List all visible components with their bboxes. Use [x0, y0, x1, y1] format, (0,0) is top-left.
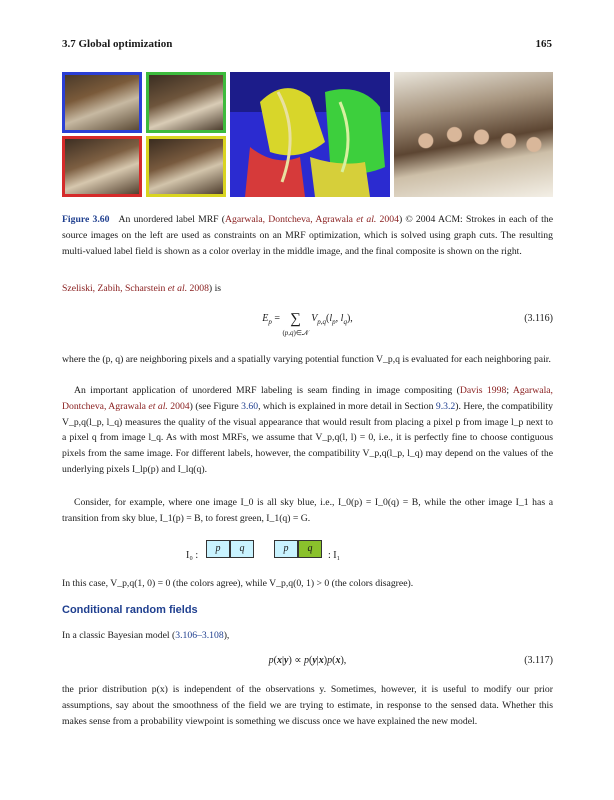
section-heading: Conditional random fields — [62, 604, 198, 616]
paragraph-intro: Szeliski, Zabih, Scharstein et al. 2008) is — [62, 283, 222, 294]
equation-3-116: $E_p$ = ∑ (p,q)∈𝒩 $V_{p,q}(l_p$, $l_q$), (3.116) — [262, 311, 553, 337]
right-image-label: : I₁ — [328, 550, 341, 561]
equation-reference-link[interactable]: 3.106–3.108 — [175, 630, 224, 641]
source-image-4 — [146, 136, 226, 197]
citation-link[interactable]: Agarwala, Dontcheva, Agrawala et al. 2004 — [62, 385, 553, 412]
composite-image — [394, 72, 553, 197]
pixel-box-q-right: q — [298, 540, 322, 558]
source-image-3 — [62, 136, 142, 197]
pixel-box-p-left: p — [206, 540, 230, 558]
pixel-box-p-right: p — [274, 540, 298, 558]
pixel-box-q-left: q — [230, 540, 254, 558]
source-image-2 — [146, 72, 226, 133]
figure-reference-link[interactable]: 3.60 — [241, 400, 259, 412]
citation-link[interactable]: Davis 1998 — [459, 385, 507, 396]
left-image-label: I₀ : — [186, 550, 199, 561]
source-image-1 — [62, 72, 142, 133]
citation-link[interactable]: Szeliski, Zabih, Scharstein et al. 2008 — [62, 283, 209, 294]
section-title: 3.7 Global optimization — [62, 38, 173, 50]
figure-label: Figure 3.60 — [62, 214, 110, 225]
paragraph-seam-finding: An important application of unordered MRF labeling is seam finding in image compositing (Davis 1998; Agarwala, Dontcheva, Agrawala et al. 2004) (see Figure 3.60, which is explained in more detail in Section 9.3.2). Here, the compatibility V_p,q(l_p, l_q) measures the quality of the visual appearance that would result from placing a pixel p from image l_p next to a pixel q from image l_q. As with most MRFs, we assume that V_p,q(l, l) = 0, i.e., it is perfectly fine to choose contiguous pixels from the same image. For different labels, however, the compatibility V_p,q(l_p, l_q) may depend on the values of the underlying pixels I_lp(p) and I_lq(q). — [62, 385, 553, 475]
paragraph-bayesian: In a classic Bayesian model (3.106–3.108), — [62, 630, 230, 641]
equation-number: (3.117) — [524, 655, 553, 666]
paragraph-prior: the prior distribution p(x) is independent of the observations y. Sometimes, however, it is useful to modify our prior assumptions, say about the smoothness of the field we are trying to estimate, in response to the sensed data. Whether this makes sense from a probability viewpoint is something we discuss once we have explained the new model. — [62, 684, 553, 727]
running-header — [62, 38, 552, 54]
citation-link[interactable]: Agarwala, Dontcheva, Agrawala et al. 2004 — [224, 214, 399, 225]
pixel-boxes-diagram — [186, 540, 436, 566]
section-reference-link[interactable]: 9.3.2 — [435, 400, 456, 412]
figure-3-60 — [62, 72, 553, 197]
label-overlay-image — [230, 72, 390, 197]
equation-number: (3.116) — [524, 313, 553, 324]
figure-caption: Figure 3.60 An unordered label MRF (Agarwala, Dontcheva, Agrawala et al. 2004) © 2004 ACM: Strokes in each of the source images on the left are used as constraints on an MRF optimization, which is solved using graph cuts. The resulting multi-valued label field is shown as a color overlay in the middle image, and the final composite is shown on the right. — [62, 214, 554, 257]
paragraph-example: Consider, for example, where one image I_0 is all sky blue, i.e., I_0(p) = I_0(q) = B, while the other image I_1 has a transition from sky blue, I_1(p) = B, to forest green, I_1(q) = G. — [62, 497, 553, 524]
paragraph-colors: In this case, V_p,q(1, 0) = 0 (the colors agree), while V_p,q(0, 1) > 0 (the colors disagree). — [62, 578, 414, 589]
equation-3-117: p(x|y) ∝ p(y|x)p(x), (3.117) — [268, 655, 553, 666]
page-number: 165 — [535, 38, 552, 50]
paragraph-potential: where the (p, q) are neighboring pixels and a spatially varying potential function V_p,q is evaluated for each neighboring pair. — [62, 354, 551, 365]
